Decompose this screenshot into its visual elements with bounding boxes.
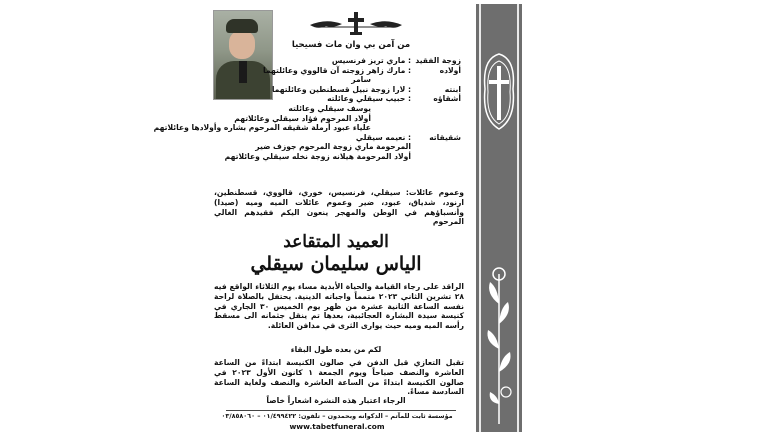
- list-item: [206, 75, 461, 85]
- list-item: [206, 104, 461, 114]
- flower-decoration-icon: [476, 4, 522, 432]
- decorative-side-band: [476, 4, 522, 432]
- row-value: المرحومة ماري زوجة المرحوم جوزف ضير: [255, 142, 411, 152]
- list-item: [206, 56, 461, 66]
- row-label: شقيقاته: [429, 132, 461, 142]
- row-value: علياء عبود أرملة شقيقه المرحوم بشاره وأولادها وعائلاتهم: [153, 123, 371, 133]
- footer-divider: [226, 410, 456, 411]
- family-list: [153, 56, 461, 162]
- condolences-paragraph: تقبل التعازي قبل الدفن في صالون الكنيسة ابتداءً من الساعة العاشرة والنصف صباحاً ويوم الجمعة ١ كانون الأول ٢٠٢٣ في صالون الكنيسة ابتداءً من الساعة العاشرة والنصف ولغاية الساعة السادسة مساءً.: [214, 358, 464, 397]
- row-label: [411, 152, 461, 162]
- obituary-sheet: [153, 2, 518, 434]
- row-value: : ماري تريز فرنسيس: [331, 56, 411, 65]
- row-value: سامر: [351, 75, 371, 85]
- row-label: زوجة الفقيد: [415, 56, 461, 65]
- funeral-home-website: www.tabetfuneral.com: [289, 422, 385, 431]
- row-value: : مارك زاهر زوجته آن قالووي وعائلتهما: [263, 65, 411, 75]
- row-value: : حبيب سيقلي وعائلته: [327, 94, 411, 104]
- list-item: [206, 85, 461, 95]
- list-item: [206, 133, 461, 143]
- funeral-home-contact: مؤسسة ثابت للمآتم – الدكوانه وبحمدون – تلفون: ٠١/٤٩٩٤٢٢ – ٠٣/٨٥٨٠٦٠: [221, 412, 453, 420]
- private-notice-line: الرجاء اعتبار هذه النشرة اشعاراً خاصاً: [266, 396, 406, 405]
- row-label: أشقاؤه: [433, 94, 461, 104]
- list-item: [206, 152, 461, 162]
- blessing-line: لكم من بعده طول البقاء: [290, 345, 382, 354]
- list-item: [206, 94, 461, 104]
- list-item: [206, 142, 461, 152]
- row-label: [411, 123, 461, 133]
- scripture-verse: من آمن بي وان مات فسيحيا: [291, 40, 411, 50]
- list-item: [153, 123, 461, 133]
- row-label: [411, 75, 461, 85]
- cross-ornament-icon: [306, 10, 406, 36]
- row-value: : لارا زوجة نبيل قسطنطين وعائلتهما: [271, 84, 411, 94]
- row-label: [411, 114, 461, 124]
- deceased-rank: العميد المتقاعد: [283, 232, 389, 252]
- row-value: يوسف سيقلي وعائلته: [288, 103, 371, 113]
- list-item: [206, 114, 461, 124]
- death-notice-paragraph: الراقد على رجاء القيامة والحياة الأبدية مساء يوم الثلاثاء الواقع فيه ٢٨ تشرين الثاني ٢٠٢٣ متمماً واجباته الدينية. يحتفل بالصلاة لراحة نفسه الساعة الثانية عشرة من ظهر يوم الخميس ٣٠ الجاري في كنيسة سيدة البشارة العجائبية، بعدها تم ينقل جثمانه الى مسقط رأسه الميه وميه حيث يوارى الثرى في مدافن العائلة.: [214, 282, 464, 331]
- row-value: : نعيمه سيقلي: [355, 132, 411, 142]
- row-label: [411, 142, 461, 152]
- list-item: [206, 66, 461, 76]
- row-label: [411, 104, 461, 114]
- families-paragraph: وعموم عائلات: سيقلي، فرنسيس، خوري، قالووي، قسطنطين، ارنود، شدياق، عبود، ضير وعموم عائلات الميه وميه (صيدا) وأنسباؤهم في الوطن والمهجر ينعون اليكم فقيدهم الغالي المرحوم: [214, 188, 464, 227]
- row-value: أولاد المرحوم فؤاد سيقلي وعائلاتهم: [234, 113, 371, 123]
- deceased-name: الياس سليمان سيقلي: [250, 253, 422, 275]
- row-label: ابنته: [444, 84, 461, 94]
- row-label: أولاده: [439, 65, 461, 75]
- row-value: أولاد المرحومة هيلانه زوجة نخله سيقلي وعائلاتهم: [224, 151, 411, 161]
